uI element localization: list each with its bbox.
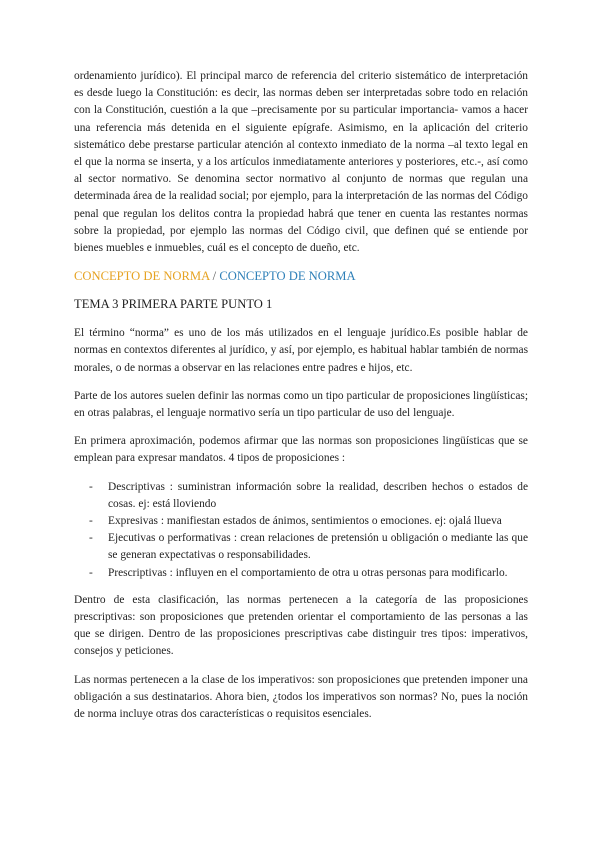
list-dash: -	[89, 480, 93, 493]
paragraph-termino-norma: El término “norma” es uno de los más utilizados en el lenguaje jurídico.Es posible hablar de normas en contextos diferentes al jurídico, y así, por ejemplo, es habitual hablar también de normas morales, o de normas a observar en las relaciones entre padres e hijos, etc.	[74, 327, 528, 374]
list-dash: -	[89, 532, 93, 545]
heading-part-b: CONCEPTO DE NORMA	[219, 269, 356, 284]
proposition-types-list	[74, 479, 528, 582]
topic-subheading: TEMA 3 PRIMERA PARTE PUNTO 1	[74, 297, 273, 312]
list-item-text: Descriptivas : suministran información sobre la realidad, describen hechos o estados de cosas. ej: está lloviendo	[108, 480, 528, 510]
list-item	[74, 565, 528, 582]
list-item-text: Ejecutivas o performativas : crean relaciones de pretensión u obligación o mediante las que se generan expectativas o responsabilidades.	[108, 532, 528, 562]
list-item-text: Prescriptivas : influyen en el comportamiento de otra u otras personas para modificarlo.	[108, 566, 508, 579]
list-item	[74, 479, 528, 513]
paragraph-clasificacion: Dentro de esta clasificación, las normas pertenecen a la categoría de las proposiciones prescriptivas: son proposiciones que pretenden orientar el comportamiento de las personas a las que se dirigen. Dentro de las proposiciones prescriptivas cabe distinguir tres tipos: imperativos, consejos y peticiones.	[74, 593, 528, 658]
paragraph-criterio-sistematico: ordenamiento jurídico). El principal marco de referencia del criterio sistemático de interpretación es desde luego la Constitución: es decir, las normas deben ser interpretadas sobre todo en relación con la Constitución, cuestión a la que –precisamente por su particular importancia- vamos a hacer una referencia más detenida en el siguiente epígrafe. Asimismo, en la aplicación del criterio sistemático debe prestarse particular atención al contexto inmediato de la norma –al texto legal en el que la norma se inserta, y a los artículos inmediatamente anteriores y posteriores, etc.-, así como al sector normativo. Se denomina sector normativo al conjunto de normas que regulan una determinada área de la realidad social; por ejemplo, para la interpretación de las normas del Código penal que regulan los delitos contra la propiedad habrá que tener en cuenta las restantes normas sobre la propiedad, por ejemplo las normas del Código civil, que definen qué se entiende por bienes muebles e inmuebles, cuál es el concepto de dueño, etc.	[74, 70, 528, 255]
paragraph-primera-aproximacion: En primera aproximación, podemos afirmar que las normas son proposiciones lingüísticas que se emplean para expresar mandatos. 4 tipos de proposiciones :	[74, 435, 528, 465]
list-item	[74, 513, 528, 530]
list-dash: -	[89, 566, 93, 579]
document-page	[74, 68, 528, 734]
list-item	[74, 530, 528, 564]
heading-separator: /	[209, 269, 220, 284]
heading-part-a: CONCEPTO DE NORMA	[74, 269, 210, 284]
list-dash: -	[89, 515, 93, 528]
section-heading	[74, 268, 528, 285]
list-item-text: Expresivas : manifiestan estados de ánimos, sentimientos o emociones. ej: ojalá llueva	[108, 515, 502, 528]
paragraph-imperativos: Las normas pertenecen a la clase de los imperativos: son proposiciones que pretenden imponer una obligación a sus destinatarios. Ahora bien, ¿todos los imperativos son normas? No, pues la noción de norma incluye otras dos características o requisitos esenciales.	[74, 673, 528, 721]
paragraph-proposiciones-linguisticas: Parte de los autores suelen definir las normas como un tipo particular de proposiciones lingüísticas; en otras palabras, el lenguaje normativo sería un tipo particular de uso del lenguaje.	[74, 389, 528, 420]
